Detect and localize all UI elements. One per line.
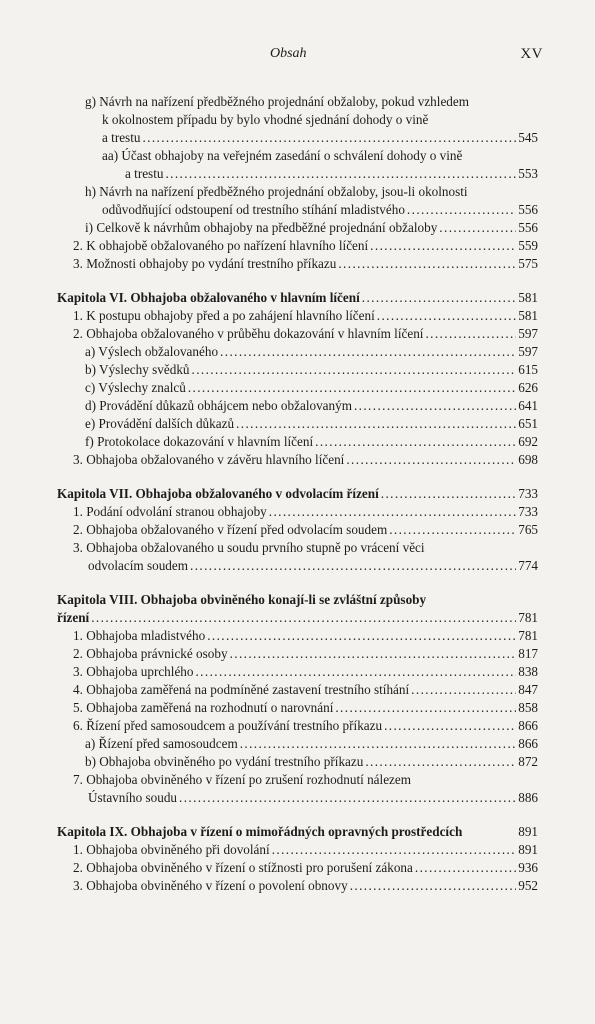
toc-entry-text: h) Návrh na nařízení předběžného projednání obžaloby, jsou-li okolnosti [85, 184, 468, 199]
toc-entry-text: aa) Účast obhajoby na veřejném zasedání o schválení dohody o vině [102, 148, 463, 163]
toc-entry [57, 521, 538, 539]
toc-entry-title: řízení [57, 610, 90, 625]
toc-entry [57, 255, 538, 273]
toc-entry [57, 433, 538, 451]
toc-entry-title: odůvodňující odstoupení od trestního stíhání mladistvého [102, 202, 405, 217]
toc-entry-title: 4. Obhajoba zaměřená na podmíněné zastavení trestního stíhání [73, 682, 410, 697]
toc-entry-title: f) Protokolace dokazování v hlavním líčení [85, 434, 314, 449]
leader-dots [165, 165, 516, 183]
toc-entry [57, 147, 538, 183]
toc-entry-title: Ústavního soudu [88, 790, 178, 805]
toc-entry [57, 93, 538, 147]
toc-entry-title: Kapitola VI. Obhajoba obžalovaného v hlavním líčení [57, 290, 360, 305]
leader-dots [370, 237, 516, 255]
leader-dots [230, 645, 517, 663]
toc-page-number: 781 [518, 628, 538, 643]
toc-page-number: 641 [518, 398, 538, 413]
leader-dots [411, 681, 516, 699]
toc-entry [57, 859, 538, 877]
toc-page-number: 891 [518, 824, 538, 839]
toc-chapter [57, 485, 538, 503]
toc-page-number: 575 [518, 256, 538, 271]
toc-page-number: 838 [518, 664, 538, 679]
toc-entry-title: 2. Obhajoba obžalovaného v průběhu dokazování v hlavním líčení [73, 326, 424, 341]
toc-entry-title: Kapitola IX. Obhajoba v řízení o mimořádných opravných prostředcích [57, 824, 463, 839]
toc-entry-title: 2. Obhajoba právnické osoby [73, 646, 228, 661]
toc-entry-text: Kapitola VIII. Obhajoba obviněného konají-li se zvláštní způsoby [57, 592, 427, 607]
leader-dots [338, 255, 516, 273]
toc-entry [57, 451, 538, 469]
toc-entry [57, 681, 538, 699]
leader-dots [365, 753, 516, 771]
toc-page-number: 626 [518, 380, 538, 395]
toc-entry [57, 379, 538, 397]
toc-page-number: 952 [518, 878, 538, 893]
leader-dots [179, 789, 516, 807]
toc-entry [57, 539, 538, 575]
toc-entry-title: 1. K postupu obhajoby před a po zahájení hlavního líčení [73, 308, 375, 323]
toc-entry-title: a trestu [125, 166, 164, 181]
toc-entry [57, 237, 538, 255]
toc-entry-title: a) Řízení před samosoudcem [85, 736, 238, 751]
page-number: XV [520, 46, 543, 62]
toc-entry-title: odvolacím soudem [88, 558, 188, 573]
toc-entry-text: 7. Obhajoba obviněného v řízení po zrušení rozhodnutí nálezem [73, 772, 412, 787]
leader-dots [91, 609, 516, 627]
leader-dots [192, 361, 517, 379]
toc-chapter [57, 289, 538, 307]
toc-page-number: 936 [518, 860, 538, 875]
toc-entry [57, 415, 538, 433]
toc-page-number: 866 [518, 736, 538, 751]
toc-entry [57, 717, 538, 735]
toc-page-number: 891 [518, 842, 538, 857]
toc-page-number: 858 [518, 700, 538, 715]
leader-dots [335, 699, 516, 717]
toc-entry-title: 2. K obhajobě obžalovaného po nařízení hlavního líčení [73, 238, 369, 253]
toc-entry [57, 183, 538, 219]
leader-dots [425, 325, 516, 343]
toc-entry [57, 771, 538, 807]
toc-entry [57, 841, 538, 859]
toc-page-number: 556 [518, 202, 538, 217]
running-head: Obsah [270, 46, 307, 61]
toc-entry-title: 1. Podání odvolání stranou obhajoby [73, 504, 267, 519]
toc-page-number: 817 [518, 646, 538, 661]
toc-page-number: 733 [518, 504, 538, 519]
toc-entry-title: 1. Obhajoba mladistvého [73, 628, 206, 643]
toc-entry-text: k okolnostem případu by bylo vhodné sjednání dohody o vině [102, 112, 429, 127]
toc-entry-title: 3. Obhajoba obžalovaného v závěru hlavního líčení [73, 452, 345, 467]
toc-page-number: 886 [518, 790, 538, 805]
leader-dots [190, 557, 516, 575]
toc-page-number: 733 [518, 486, 538, 501]
toc-page-number: 581 [518, 290, 538, 305]
toc-entry-text: 3. Obhajoba obžalovaného u soudu prvního stupně po vrácení věci [73, 540, 425, 555]
toc-entry-title: Kapitola VII. Obhajoba obžalovaného v odvolacím řízení [57, 486, 379, 501]
toc-chapter [57, 591, 538, 627]
leader-dots [207, 627, 516, 645]
toc-page-number: 781 [518, 610, 538, 625]
leader-dots [389, 521, 516, 539]
toc-entry [57, 325, 538, 343]
leader-dots [272, 841, 517, 859]
toc-entry-title: 2. Obhajoba obviněného v řízení o stížnosti pro porušení zákona [73, 860, 413, 875]
toc-entry-title: d) Provádění důkazů obhájcem nebo obžalovaným [85, 398, 352, 413]
toc-entry [57, 735, 538, 753]
toc-page-number: 692 [518, 434, 538, 449]
toc-entry-title: e) Provádění dalších důkazů [85, 416, 235, 431]
toc-entry [57, 397, 538, 415]
toc-page-number: 597 [518, 326, 538, 341]
toc-entry [57, 627, 538, 645]
leader-dots [236, 415, 516, 433]
toc-entry-text: g) Návrh na nařízení předběžného projednání obžaloby, pokud vzhledem [85, 94, 470, 109]
leader-dots [269, 503, 516, 521]
leader-dots [220, 343, 516, 361]
toc-page-number: 698 [518, 452, 538, 467]
toc-entry [57, 503, 538, 521]
toc-page-number: 597 [518, 344, 538, 359]
leader-dots [377, 307, 516, 325]
table-of-contents [57, 93, 538, 895]
leader-dots [195, 663, 516, 681]
toc-page-number: 559 [518, 238, 538, 253]
toc-entry [57, 343, 538, 361]
toc-page-number: 556 [518, 220, 538, 235]
toc-page-number: 765 [518, 522, 538, 537]
toc-entry [57, 877, 538, 895]
page-header [0, 46, 595, 66]
leader-dots [354, 397, 516, 415]
toc-page-number: 651 [518, 416, 538, 431]
toc-page-number: 553 [518, 166, 538, 181]
toc-entry-title: a trestu [102, 130, 141, 145]
toc-entry-title: 2. Obhajoba obžalovaného v řízení před odvolacím soudem [73, 522, 388, 537]
toc-entry-title: 5. Obhajoba zaměřená na rozhodnutí o narovnání [73, 700, 334, 715]
toc-entry [57, 645, 538, 663]
leader-dots [381, 485, 516, 503]
toc-page-number: 545 [518, 130, 538, 145]
toc-page-number: 872 [518, 754, 538, 769]
leader-dots [407, 201, 516, 219]
leader-dots [315, 433, 516, 451]
leader-dots [346, 451, 516, 469]
toc-entry [57, 753, 538, 771]
leader-dots [439, 219, 516, 237]
toc-entry-title: 6. Řízení před samosoudcem a používání trestního příkazu [73, 718, 383, 733]
toc-entry-title: b) Obhajoba obviněného po vydání trestního příkazu [85, 754, 364, 769]
toc-entry-title: 3. Obhajoba obviněného v řízení o povolení obnovy [73, 878, 348, 893]
leader-dots [350, 877, 517, 895]
toc-entry [57, 699, 538, 717]
toc-entry-title: a) Výslech obžalovaného [85, 344, 219, 359]
toc-page-number: 581 [518, 308, 538, 323]
toc-entry-title: 1. Obhajoba obviněného při dovolání [73, 842, 270, 857]
toc-page-number: 866 [518, 718, 538, 733]
leader-dots [240, 735, 517, 753]
toc-chapter [57, 823, 538, 841]
toc-entry [57, 361, 538, 379]
toc-page-number: 615 [518, 362, 538, 377]
leader-dots [415, 859, 516, 877]
toc-entry-title: b) Výslechy svědků [85, 362, 190, 377]
leader-dots [384, 717, 516, 735]
toc-entry-title: 3. Obhajoba uprchlého [73, 664, 194, 679]
toc-entry [57, 219, 538, 237]
toc-entry-title: i) Celkově k návrhům obhajoby na předběžné projednání obžaloby [85, 220, 438, 235]
toc-page-number: 847 [518, 682, 538, 697]
toc-entry [57, 307, 538, 325]
leader-dots [362, 289, 516, 307]
leader-dots [188, 379, 516, 397]
toc-entry-title: 3. Možnosti obhajoby po vydání trestního příkazu [73, 256, 337, 271]
toc-entry [57, 663, 538, 681]
toc-entry-title: c) Výslechy znalců [85, 380, 186, 395]
leader-dots [142, 129, 516, 147]
toc-page-number: 774 [518, 558, 538, 573]
